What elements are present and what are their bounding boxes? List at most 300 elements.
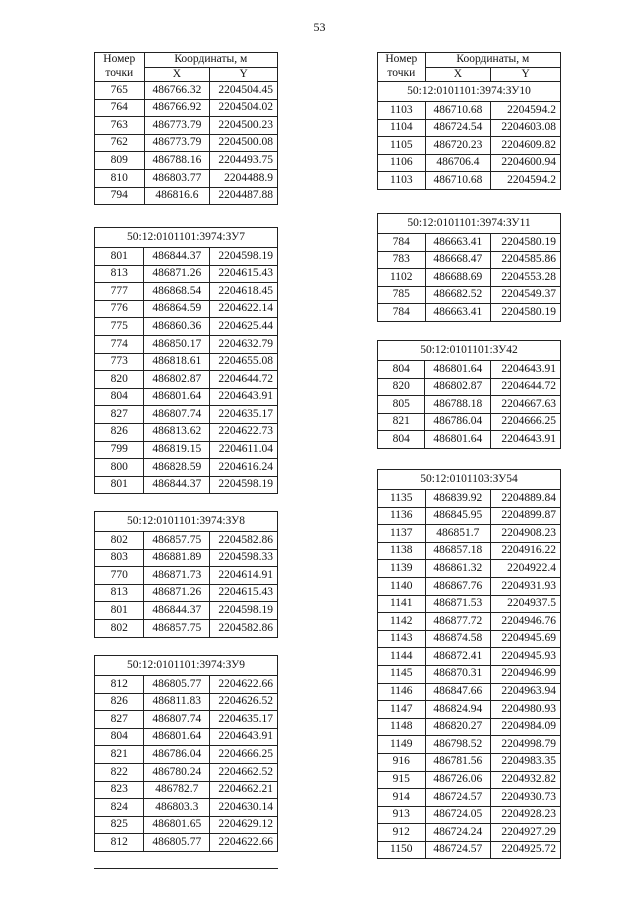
x-coordinate-cell: 486844.37	[144, 476, 210, 494]
x-coordinate-cell: 486773.79	[144, 117, 210, 135]
y-coordinate-cell: 2204582.86	[210, 532, 278, 550]
y-coordinate-cell: 2204662.21	[210, 781, 278, 799]
table-zu7	[94, 227, 278, 494]
point-number-cell: 1142	[378, 613, 426, 631]
point-number-cell: 770	[95, 567, 144, 585]
x-coordinate-cell: 486860.36	[144, 318, 210, 336]
point-number-cell: 803	[95, 549, 144, 567]
y-coordinate-cell: 2204594.2	[491, 102, 561, 120]
x-coordinate-cell: 486802.87	[425, 378, 491, 396]
x-coordinate-cell: 486801.65	[144, 816, 210, 834]
point-number-cell: 783	[378, 251, 426, 269]
table-zu42	[377, 340, 561, 449]
table-row	[95, 711, 278, 729]
table-row	[95, 549, 278, 567]
table-row	[95, 532, 278, 550]
table-row	[378, 413, 561, 431]
point-number-cell: 804	[95, 388, 144, 406]
point-number-cell: 812	[95, 676, 144, 694]
parcel-title: 50:12:0101101:ЗУ42	[378, 341, 561, 361]
header-y-label: Y	[491, 68, 561, 82]
table-row	[95, 353, 278, 371]
point-number-cell: 826	[95, 693, 144, 711]
table-row	[378, 542, 561, 560]
point-number-cell: 825	[95, 816, 144, 834]
point-number-cell: 915	[378, 771, 426, 789]
point-number-cell: 774	[95, 335, 144, 353]
y-coordinate-cell: 2204549.37	[491, 286, 561, 304]
y-coordinate-cell: 2204500.08	[210, 134, 278, 152]
point-number-cell: 1148	[378, 718, 426, 736]
x-coordinate-cell: 486782.7	[144, 781, 210, 799]
x-coordinate-cell: 486805.77	[144, 834, 210, 852]
x-coordinate-cell: 486724.24	[425, 824, 491, 842]
y-coordinate-cell: 2204945.93	[491, 648, 561, 666]
y-coordinate-cell: 2204622.73	[210, 423, 278, 441]
point-number-cell: 809	[95, 152, 145, 170]
x-coordinate-cell: 486813.62	[144, 423, 210, 441]
point-number-cell: 1102	[378, 269, 426, 287]
header-point-label: Номер точки	[378, 53, 426, 82]
table-row	[95, 441, 278, 459]
table-row	[378, 361, 561, 379]
table-row	[378, 102, 561, 120]
x-coordinate-cell: 486844.37	[144, 602, 210, 620]
point-number-cell: 1103	[378, 172, 426, 190]
table-row	[95, 82, 278, 100]
table-row	[95, 781, 278, 799]
x-coordinate-cell: 486786.04	[144, 746, 210, 764]
y-coordinate-cell: 2204580.19	[491, 234, 561, 252]
y-coordinate-cell: 2204598.19	[210, 476, 278, 494]
point-number-cell: 804	[378, 431, 425, 449]
x-coordinate-cell: 486857.18	[425, 542, 491, 560]
table-row	[95, 423, 278, 441]
y-coordinate-cell: 2204998.79	[491, 736, 561, 754]
x-coordinate-cell: 486870.31	[425, 665, 491, 683]
point-number-cell: 1103	[378, 102, 426, 120]
y-coordinate-cell: 2204487.88	[210, 187, 278, 205]
y-coordinate-cell: 2204930.73	[491, 789, 561, 807]
x-coordinate-cell: 486807.74	[144, 711, 210, 729]
y-coordinate-cell: 2204614.91	[210, 567, 278, 585]
point-number-cell: 799	[95, 441, 144, 459]
point-number-cell: 804	[95, 728, 144, 746]
y-coordinate-cell: 2204598.33	[210, 549, 278, 567]
x-coordinate-cell: 486798.52	[425, 736, 491, 754]
y-coordinate-cell: 2204622.66	[210, 676, 278, 694]
y-coordinate-cell: 2204635.17	[210, 406, 278, 424]
y-coordinate-cell: 2204594.2	[491, 172, 561, 190]
header-coords-label: Координаты, м	[425, 53, 560, 68]
x-coordinate-cell: 486801.64	[144, 728, 210, 746]
parcel-title: 50:12:0101101:3974:ЗУ11	[378, 214, 561, 234]
table-row	[95, 619, 278, 637]
table-row	[95, 117, 278, 135]
point-number-cell: 1139	[378, 560, 426, 578]
y-coordinate-cell: 2204899.87	[491, 507, 561, 525]
table-row	[95, 676, 278, 694]
point-number-cell: 1141	[378, 595, 426, 613]
table-row	[95, 567, 278, 585]
y-coordinate-cell: 2204611.04	[210, 441, 278, 459]
point-number-cell: 1147	[378, 701, 426, 719]
y-coordinate-cell: 2204618.45	[210, 283, 278, 301]
table-row	[95, 318, 278, 336]
point-number-cell: 1137	[378, 525, 426, 543]
point-number-cell: 826	[95, 423, 144, 441]
table-row	[378, 595, 561, 613]
x-coordinate-cell: 486844.37	[144, 248, 210, 266]
y-coordinate-cell: 2204980.93	[491, 701, 561, 719]
x-coordinate-cell: 486818.61	[144, 353, 210, 371]
y-coordinate-cell: 2204600.94	[491, 154, 561, 172]
x-coordinate-cell: 486861.32	[425, 560, 491, 578]
x-coordinate-cell: 486868.54	[144, 283, 210, 301]
header-x-label: X	[425, 68, 491, 82]
x-coordinate-cell: 486788.16	[144, 152, 210, 170]
point-number-cell: 1138	[378, 542, 426, 560]
y-coordinate-cell: 2204984.09	[491, 718, 561, 736]
point-number-cell: 764	[95, 99, 145, 117]
y-coordinate-cell: 2204932.82	[491, 771, 561, 789]
table-row	[95, 300, 278, 318]
table-zu9	[94, 655, 278, 852]
table-row	[378, 665, 561, 683]
y-coordinate-cell: 2204643.91	[210, 388, 278, 406]
y-coordinate-cell: 2204908.23	[491, 525, 561, 543]
point-number-cell: 824	[95, 799, 144, 817]
x-coordinate-cell: 486828.59	[144, 459, 210, 477]
table-row	[378, 630, 561, 648]
y-coordinate-cell: 2204644.72	[210, 371, 278, 389]
x-coordinate-cell: 486864.59	[144, 300, 210, 318]
y-coordinate-cell: 2204626.52	[210, 693, 278, 711]
x-coordinate-cell: 486724.54	[425, 119, 491, 137]
table-row	[95, 799, 278, 817]
table-row	[95, 152, 278, 170]
x-coordinate-cell: 486850.17	[144, 335, 210, 353]
x-coordinate-cell: 486786.04	[425, 413, 491, 431]
point-number-cell: 916	[378, 753, 426, 771]
table-row	[95, 746, 278, 764]
x-coordinate-cell: 486710.68	[425, 102, 491, 120]
point-number-cell: 820	[378, 378, 425, 396]
point-number-cell: 827	[95, 711, 144, 729]
y-coordinate-cell: 2204937.5	[491, 595, 561, 613]
table-row	[95, 371, 278, 389]
parcel-title: 50:12:0101101:3974:ЗУ7	[95, 228, 278, 248]
point-number-cell: 800	[95, 459, 144, 477]
x-coordinate-cell: 486726.06	[425, 771, 491, 789]
y-coordinate-cell: 2204666.25	[491, 413, 561, 431]
table-row	[378, 490, 561, 508]
point-number-cell: 805	[378, 396, 425, 414]
x-coordinate-cell: 486845.95	[425, 507, 491, 525]
y-coordinate-cell: 2204963.94	[491, 683, 561, 701]
x-coordinate-cell: 486802.87	[144, 371, 210, 389]
y-coordinate-cell: 2204616.24	[210, 459, 278, 477]
table-row	[95, 388, 278, 406]
table-row	[95, 834, 278, 852]
table-row	[378, 841, 561, 859]
table-row	[378, 396, 561, 414]
table-left-first	[94, 52, 278, 205]
table-row	[378, 525, 561, 543]
y-coordinate-cell: 2204922.4	[491, 560, 561, 578]
y-coordinate-cell: 2204622.66	[210, 834, 278, 852]
point-number-cell: 801	[95, 602, 144, 620]
point-number-cell: 801	[95, 248, 144, 266]
y-coordinate-cell: 2204488.9	[210, 169, 278, 187]
point-number-cell: 820	[95, 371, 144, 389]
table-row	[95, 476, 278, 494]
x-coordinate-cell: 486688.69	[425, 269, 491, 287]
point-number-cell: 914	[378, 789, 426, 807]
x-coordinate-cell: 486682.52	[425, 286, 491, 304]
y-coordinate-cell: 2204945.69	[491, 630, 561, 648]
point-number-cell: 801	[95, 476, 144, 494]
point-number-cell: 810	[95, 169, 145, 187]
y-coordinate-cell: 2204585.86	[491, 251, 561, 269]
point-number-cell: 821	[378, 413, 425, 431]
table-row	[378, 753, 561, 771]
point-number-cell: 813	[95, 265, 144, 283]
y-coordinate-cell: 2204500.23	[210, 117, 278, 135]
point-number-cell: 1135	[378, 490, 426, 508]
table-row	[95, 584, 278, 602]
point-number-cell: 804	[378, 361, 425, 379]
point-number-cell: 777	[95, 283, 144, 301]
y-coordinate-cell: 2204643.91	[491, 361, 561, 379]
table-row	[95, 406, 278, 424]
point-number-cell: 822	[95, 763, 144, 781]
y-coordinate-cell: 2204889.84	[491, 490, 561, 508]
point-number-cell: 1105	[378, 137, 426, 155]
parcel-title: 50:12:0101101:3974:ЗУ10	[378, 82, 561, 102]
point-number-cell: 1143	[378, 630, 426, 648]
table-row	[378, 286, 561, 304]
x-coordinate-cell: 486847.66	[425, 683, 491, 701]
x-coordinate-cell: 486874.58	[425, 630, 491, 648]
point-number-cell: 1140	[378, 577, 426, 595]
table-row	[378, 507, 561, 525]
y-coordinate-cell: 2204629.12	[210, 816, 278, 834]
y-coordinate-cell: 2204493.75	[210, 152, 278, 170]
table-row	[378, 613, 561, 631]
x-coordinate-cell: 486720.23	[425, 137, 491, 155]
x-coordinate-cell: 486871.26	[144, 584, 210, 602]
x-coordinate-cell: 486663.41	[425, 304, 491, 322]
y-coordinate-cell: 2204655.08	[210, 353, 278, 371]
x-coordinate-cell: 486871.73	[144, 567, 210, 585]
x-coordinate-cell: 486803.3	[144, 799, 210, 817]
table-row	[95, 335, 278, 353]
table-row	[378, 789, 561, 807]
table-row	[95, 602, 278, 620]
y-coordinate-cell: 2204662.52	[210, 763, 278, 781]
y-coordinate-cell: 2204946.76	[491, 613, 561, 631]
table-row	[378, 577, 561, 595]
x-coordinate-cell: 486724.57	[425, 841, 491, 859]
point-number-cell: 775	[95, 318, 144, 336]
y-coordinate-cell: 2204643.91	[210, 728, 278, 746]
point-number-cell: 821	[95, 746, 144, 764]
table-row	[378, 771, 561, 789]
x-coordinate-cell: 486801.64	[425, 361, 491, 379]
table-row	[378, 137, 561, 155]
point-number-cell: 776	[95, 300, 144, 318]
x-coordinate-cell: 486801.64	[425, 431, 491, 449]
table-row	[95, 169, 278, 187]
x-coordinate-cell: 486867.76	[425, 577, 491, 595]
y-coordinate-cell: 2204625.44	[210, 318, 278, 336]
y-coordinate-cell: 2204927.29	[491, 824, 561, 842]
table-row	[95, 816, 278, 834]
point-number-cell: 762	[95, 134, 145, 152]
point-number-cell: 784	[378, 234, 426, 252]
y-coordinate-cell: 2204666.25	[210, 746, 278, 764]
header-x-label: X	[144, 68, 210, 82]
x-coordinate-cell: 486710.68	[425, 172, 491, 190]
x-coordinate-cell: 486803.77	[144, 169, 210, 187]
x-coordinate-cell: 486801.64	[144, 388, 210, 406]
point-number-cell: 802	[95, 619, 144, 637]
x-coordinate-cell: 486857.75	[144, 532, 210, 550]
x-coordinate-cell: 486807.74	[144, 406, 210, 424]
x-coordinate-cell: 486872.41	[425, 648, 491, 666]
table-row	[378, 304, 561, 322]
point-number-cell: 1150	[378, 841, 426, 859]
x-coordinate-cell: 486824.94	[425, 701, 491, 719]
point-number-cell: 812	[95, 834, 144, 852]
table-row	[378, 172, 561, 190]
point-number-cell: 1144	[378, 648, 426, 666]
y-coordinate-cell: 2204983.35	[491, 753, 561, 771]
y-coordinate-cell: 2204946.99	[491, 665, 561, 683]
table-row	[95, 134, 278, 152]
header-coords-label: Координаты, м	[144, 53, 277, 68]
point-number-cell: 785	[378, 286, 426, 304]
point-number-cell: 794	[95, 187, 145, 205]
x-coordinate-cell: 486781.56	[425, 753, 491, 771]
table-row	[95, 99, 278, 117]
y-coordinate-cell: 2204667.63	[491, 396, 561, 414]
point-number-cell: 765	[95, 82, 145, 100]
x-coordinate-cell: 486773.79	[144, 134, 210, 152]
point-number-cell: 1146	[378, 683, 426, 701]
parcel-title: 50:12:0101101:3974:ЗУ9	[95, 656, 278, 676]
x-coordinate-cell: 486766.92	[144, 99, 210, 117]
x-coordinate-cell: 486766.32	[144, 82, 210, 100]
table-row	[378, 378, 561, 396]
footer-rule	[94, 868, 278, 869]
table-row	[95, 283, 278, 301]
x-coordinate-cell: 486820.27	[425, 718, 491, 736]
header-y-label: Y	[210, 68, 278, 82]
table-row	[95, 459, 278, 477]
header-point-label: Номер точки	[95, 53, 145, 82]
x-coordinate-cell: 486851.7	[425, 525, 491, 543]
table-row	[378, 119, 561, 137]
point-number-cell: 784	[378, 304, 426, 322]
x-coordinate-cell: 486668.47	[425, 251, 491, 269]
table-row	[378, 718, 561, 736]
x-coordinate-cell: 486881.89	[144, 549, 210, 567]
x-coordinate-cell: 486805.77	[144, 676, 210, 694]
table-zu54	[377, 469, 561, 859]
y-coordinate-cell: 2204553.28	[491, 269, 561, 287]
y-coordinate-cell: 2204609.82	[491, 137, 561, 155]
table-row	[378, 431, 561, 449]
x-coordinate-cell: 486877.72	[425, 613, 491, 631]
y-coordinate-cell: 2204630.14	[210, 799, 278, 817]
y-coordinate-cell: 2204643.91	[491, 431, 561, 449]
x-coordinate-cell: 486788.18	[425, 396, 491, 414]
table-row	[378, 234, 561, 252]
point-number-cell: 763	[95, 117, 145, 135]
point-number-cell: 827	[95, 406, 144, 424]
table-row	[378, 251, 561, 269]
x-coordinate-cell: 486706.4	[425, 154, 491, 172]
point-number-cell: 1104	[378, 119, 426, 137]
table-row	[95, 763, 278, 781]
y-coordinate-cell: 2204632.79	[210, 335, 278, 353]
x-coordinate-cell: 486816.6	[144, 187, 210, 205]
point-number-cell: 912	[378, 824, 426, 842]
page-number: 53	[313, 20, 326, 34]
x-coordinate-cell: 486663.41	[425, 234, 491, 252]
y-coordinate-cell: 2204925.72	[491, 841, 561, 859]
y-coordinate-cell: 2204615.43	[210, 265, 278, 283]
point-number-cell: 813	[95, 584, 144, 602]
y-coordinate-cell: 2204603.08	[491, 119, 561, 137]
point-number-cell: 773	[95, 353, 144, 371]
point-number-cell: 913	[378, 806, 426, 824]
x-coordinate-cell: 486811.83	[144, 693, 210, 711]
y-coordinate-cell: 2204580.19	[491, 304, 561, 322]
y-coordinate-cell: 2204644.72	[491, 378, 561, 396]
x-coordinate-cell: 486780.24	[144, 763, 210, 781]
parcel-title: 50:12:0101101:3974:ЗУ8	[95, 512, 278, 532]
y-coordinate-cell: 2204598.19	[210, 602, 278, 620]
x-coordinate-cell: 486724.05	[425, 806, 491, 824]
table-row	[378, 560, 561, 578]
y-coordinate-cell: 2204635.17	[210, 711, 278, 729]
table-row	[95, 187, 278, 205]
table-zu10	[377, 52, 561, 190]
x-coordinate-cell: 486839.92	[425, 490, 491, 508]
y-coordinate-cell: 2204598.19	[210, 248, 278, 266]
x-coordinate-cell: 486871.53	[425, 595, 491, 613]
y-coordinate-cell: 2204916.22	[491, 542, 561, 560]
table-zu8	[94, 511, 278, 638]
x-coordinate-cell: 486871.26	[144, 265, 210, 283]
table-row	[378, 824, 561, 842]
y-coordinate-cell: 2204931.93	[491, 577, 561, 595]
table-row	[95, 728, 278, 746]
parcel-title: 50:12:0101103:ЗУ54	[378, 470, 561, 490]
x-coordinate-cell: 486857.75	[144, 619, 210, 637]
y-coordinate-cell: 2204615.43	[210, 584, 278, 602]
point-number-cell: 1145	[378, 665, 426, 683]
point-number-cell: 1106	[378, 154, 426, 172]
y-coordinate-cell: 2204504.45	[210, 82, 278, 100]
y-coordinate-cell: 2204582.86	[210, 619, 278, 637]
point-number-cell: 802	[95, 532, 144, 550]
y-coordinate-cell: 2204622.14	[210, 300, 278, 318]
table-row	[378, 806, 561, 824]
